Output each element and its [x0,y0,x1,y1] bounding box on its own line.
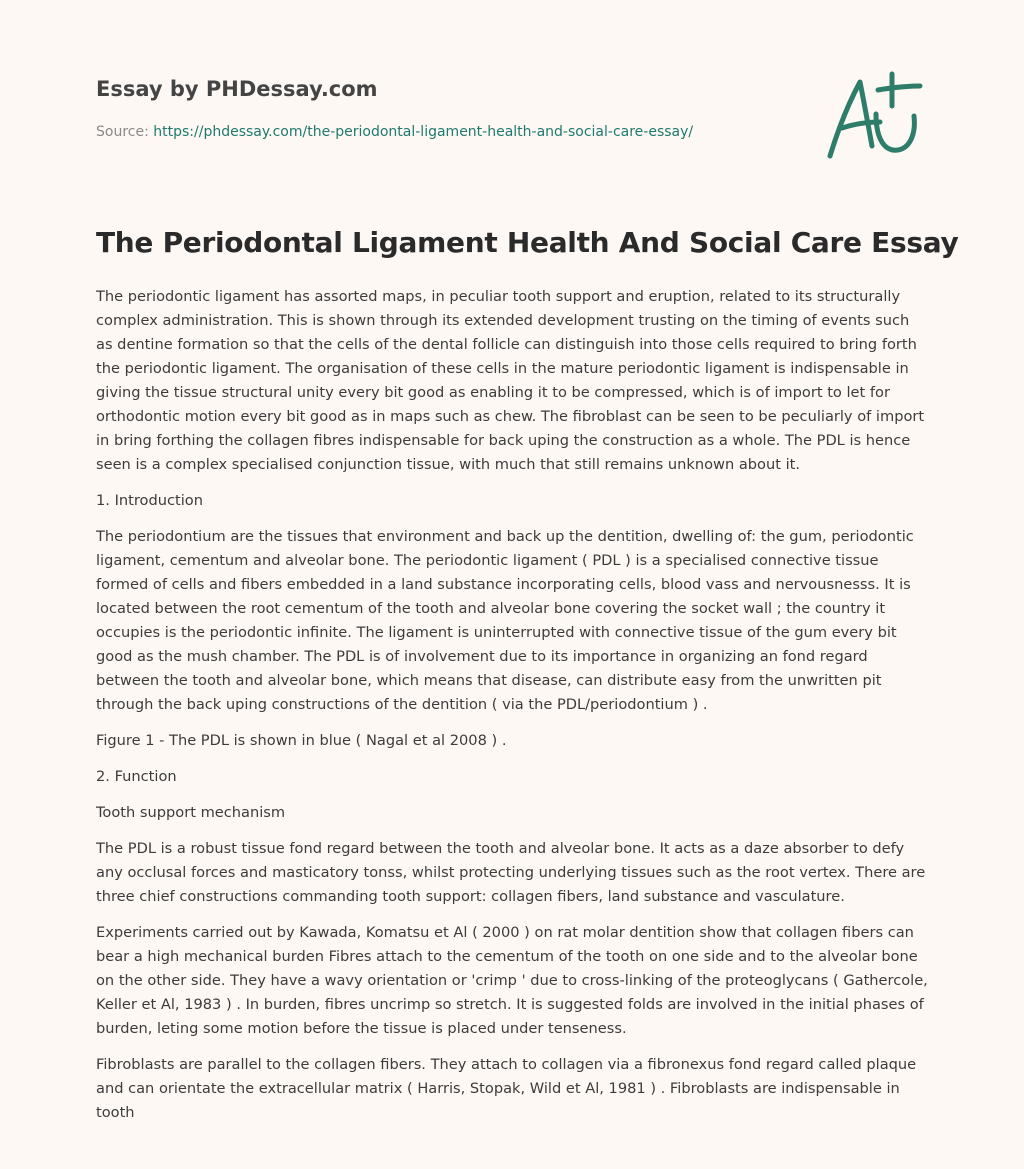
source-link[interactable]: https://phdessay.com/the-periodontal-ligament-health-and-social-care-essay/ [153,124,694,140]
paragraph-introduction: The periodontium are the tissues that environment and back up the dentition, dwelling of: the gum, periodontic ligament, cementum and alveolar bone. The periodontic ligament ( PDL ) is a specialised connective tissue formed of cells and fibers embedded in a land substance incorporating cells, blood vass and nervousnesss. It is located between the root cementum of the tooth and alveolar bone covering the socket wall ; the country it occupies is the periodontic infinite. The ligament is uninterrupted with connective tissue of the gum every bit good as the mush chamber. The PDL is of involvement due to its importance in organizing an fond regard between the tooth and alveolar bone, which means that disease, can distribute easy from the unwritten pit through the back uping constructions of the dentition ( via the PDL/periodontium ) . [96,528,914,713]
site-title: Essay by PHDessay.com [96,77,378,101]
essay-title: The Periodontal Ligament Health And Social Care Essay [96,226,959,259]
paragraph-experiments: Experiments carried out by Kawada, Komatsu et Al ( 2000 ) on rat molar dentition show that collagen fibers can bear a high mechanical burden Fibres attach to the cementum of the tooth on one side and to the alveolar bone on the other side. They have a wavy orientation or 'crimp ' due to cross-linking of the proteoglycans ( Gathercole, Keller et Al, 1983 ) . In burden, fibres uncrimp so stretch. It is suggested folds are involved in the initial phases of burden, leting some motion before the tissue is placed under tenseness. [96,924,928,1037]
figure-caption: Figure 1 - The PDL is shown in blue ( Nagal et al 2008 ) . [96,732,507,749]
source-label: Source: [96,124,154,140]
a-plus-logo-icon [824,68,928,164]
paragraph-tooth-support: The PDL is a robust tissue fond regard between the tooth and alveolar bone. It acts as a daze absorber to defy any occlusal forces and masticatory tonss, whilst protecting underlying tissues such as the root vertex. There are three chief constructions commanding tooth support: collagen fibers, land substance and vasculature. [96,840,926,905]
paragraph-fibroblasts: Fibroblasts are parallel to the collagen fibers. They attach to collagen via a fibronexus fond regard called plaque and can orientate the extracellular matrix ( Harris, Stopak, Wild et Al, 1981 ) . Fibroblasts are indispensable in tooth [96,1056,917,1121]
section-heading-introduction: 1. Introduction [96,492,203,509]
subheading-tooth-support: Tooth support mechanism [96,804,286,821]
essay-body [96,285,928,1137]
paragraph-abstract: The periodontic ligament has assorted maps, in peculiar tooth support and eruption, related to its structurally complex administration. This is shown through its extended development trusting on the timing of events such as dentine formation so that the cells of the dental follicle can distinguish into those cells required to bring forth the periodontic ligament. The organisation of these cells in the mature periodontic ligament is indispensable in giving the tissue structural unity every bit good as enabling it to be compressed, which is of import to let for orthodontic motion every bit good as in maps such as chew. The fibroblast can be seen to be peculiarly of import in bring forthing the collagen fibres indispensable for back uping the construction as a whole. The PDL is hence seen is a complex specialised conjunction tissue, with much that still remains unknown about it. [96,288,925,473]
source-line [96,124,693,140]
section-heading-function: 2. Function [96,768,177,785]
